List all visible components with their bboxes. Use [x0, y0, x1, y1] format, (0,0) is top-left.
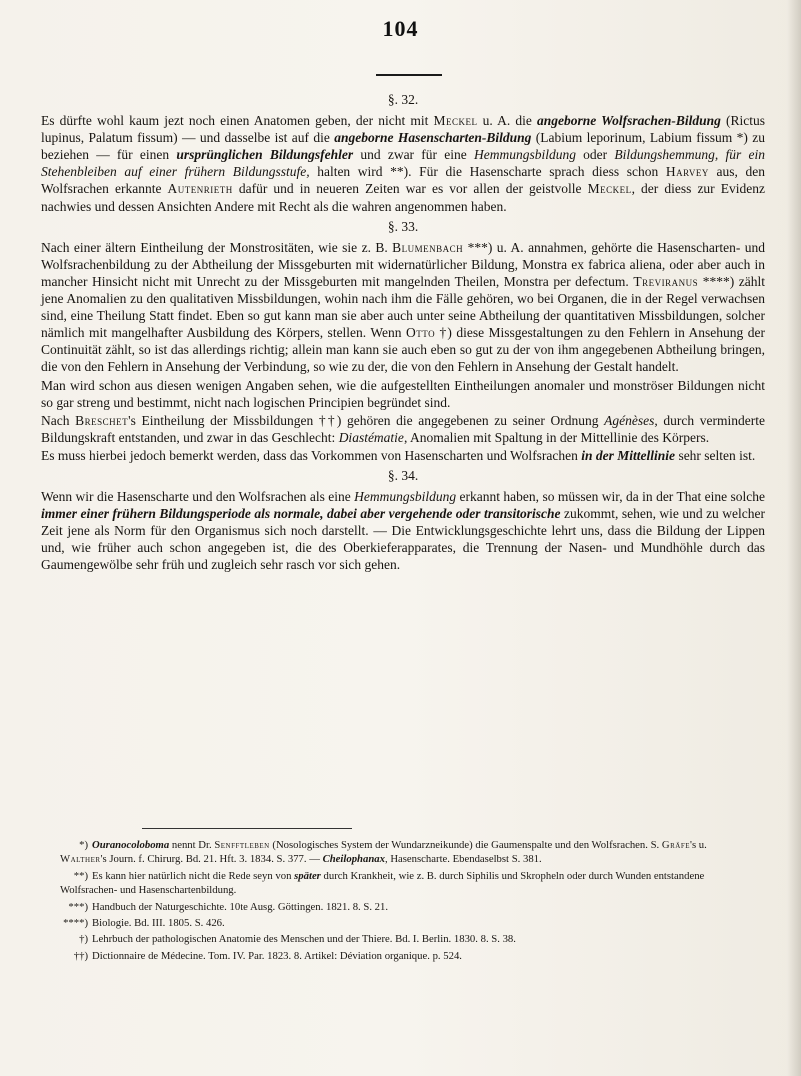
- paragraph-s32-1: [41, 112, 765, 215]
- emphasis: Agénèses: [604, 412, 655, 428]
- emphasis: in der Mittellinie: [581, 447, 676, 463]
- text-run: durch Krankheit, wie z. B. durch Siphilis und Skropheln oder durch Wunden entstandene Wolfsrachen- und Hasenschartenbildung.: [60, 869, 705, 897]
- footnote-mark: ****): [63, 917, 88, 930]
- emphasis: Hemmungsbildung: [354, 489, 457, 505]
- author-name: Gräfe: [661, 839, 691, 851]
- emphasis: später: [294, 869, 321, 882]
- footnote: [60, 949, 750, 963]
- section-heading-33: §. 33.: [387, 218, 419, 234]
- text-run: Handbuch der Naturgeschichte. 10te Ausg. Göttingen. 1821. 8. S. 21.: [92, 900, 389, 913]
- text-run: , Hasenscharte. Ebendaselbst S. 381.: [384, 853, 542, 866]
- text-run: Es dürfte wohl kaum jezt noch einen Anatomen geben, der nicht mit: [41, 113, 434, 129]
- emphasis: Diastématie: [338, 429, 404, 445]
- text-run: (Nosologisches System der Wundarzneikunde) die Gaumenspalte und den Wolfsrachen. S.: [269, 839, 662, 851]
- footnote: [60, 932, 750, 946]
- emphasis: Bildungshemmung, für ein Stehenbleiben auf einer frühern Bildungsstufe,: [41, 147, 765, 180]
- paragraph-s33-2: Man wird schon aus diesen wenigen Angaben sehen, wie die aufgestellten Eintheilungen anomaler und monströser Bildungen nicht so gar streng und bestimmt, nicht nach logischen Principien begründet sind.: [41, 377, 765, 410]
- footnote: [60, 900, 750, 914]
- paragraph-s33-3: [41, 412, 765, 446]
- footnote-mark: **): [73, 869, 88, 882]
- text-run: , durch verminderte Bildungskraft entstanden, und zwar in das Geschlecht:: [41, 412, 765, 445]
- header-rule: [376, 74, 442, 76]
- text-run: Es kann hier natürlich nicht die Rede seyn von: [92, 869, 295, 882]
- author-name: Otto: [406, 325, 436, 341]
- footnote-rule: [142, 828, 352, 829]
- emphasis: Cheilophanax: [322, 853, 385, 866]
- author-name: Meckel: [433, 113, 478, 129]
- text-run: (Labium leporinum, Labium fissum *) zu beziehen — für einen: [41, 130, 765, 163]
- text-run: sehr selten ist.: [675, 447, 756, 463]
- text-run: aus, den Wolfsrachen erkannte: [41, 164, 765, 197]
- footnote-mark: *): [79, 839, 88, 851]
- text-run: dafür und in neueren Zeiten war es vor allen der geistvolle: [232, 181, 588, 197]
- author-name: Breschet: [75, 412, 129, 428]
- author-name: Senfftleben: [214, 839, 270, 851]
- text-run: 's Journ. f. Chirurg. Bd. 21. Hft. 3. 1834. S. 377. —: [100, 853, 323, 866]
- author-name: Blumenbach: [392, 239, 464, 255]
- text-run: Wenn wir die Hasenscharte und den Wolfsrachen als eine: [41, 489, 355, 505]
- text-run: zukommt, sehen, wie und zu welcher Zeit jene als Norm für den Organismus sich noch darstellt. — Die Entwicklungsgeschichte lehrt uns, dass die Bildung der Lippen und, wie früher auch schon angegeben ist, die des Oberkieferapparates, die Trennung der Nasen- und Mundhöhle durch das Gaumengewölbe sehr früh und zugleich sehr rasch vor sich gehen.: [41, 506, 765, 573]
- text-run: oder: [575, 147, 615, 163]
- author-name: Harvey: [665, 164, 709, 180]
- author-name: Walther: [60, 853, 101, 866]
- text-run: und zwar für eine: [353, 147, 474, 163]
- emphasis: Hemmungsbildung: [473, 147, 576, 163]
- author-name: Treviranus: [633, 273, 699, 289]
- footnote: [60, 916, 750, 930]
- text-run: u. A. die: [477, 113, 537, 129]
- emphasis: Ouranocoloboma: [92, 839, 170, 851]
- text-run: ****) zählt jene Anomalien zu den qualitativen Missbildungen, wohin nach ihm die Fälle gehören, wo bei Organen, die in der Regel verwachsen sind, eine Theilung Statt findet. Eben so gut kann man sie aber auch unter seine Abtheilung der quantitativen Missbildungen, solcher nämlich mit mangelhafter Ausbildung des Körpers, stellen. Wenn: [41, 273, 766, 341]
- footnote: [60, 869, 750, 898]
- text-run: Lehrbuch der pathologischen Anatomie des Menschen und der Thiere. Bd. I. Berlin. 1830. 8. S. 38.: [92, 933, 516, 946]
- footnote: [60, 838, 750, 867]
- paragraph-s34-1: [41, 488, 765, 573]
- emphasis: angeborne Hasenscharten-Bildung: [334, 130, 532, 146]
- footnotes: [60, 838, 750, 965]
- text-run: (Rictus lupinus, Palatum fissum) — und dasselbe ist auf die: [41, 113, 765, 146]
- paragraph-s33-4: [41, 447, 765, 464]
- section-heading-34: §. 34.: [387, 467, 419, 483]
- text-run: Biologie. Bd. III. 1805. S. 426.: [92, 917, 225, 930]
- text-run: Es muss hierbei jedoch bemerkt werden, dass das Vorkommen von Hasenscharten und Wolfsrachen: [41, 447, 582, 463]
- author-name: Autenrieth: [167, 181, 233, 197]
- text-run: †) diese Missgestaltungen zu den Fehlern in Ansehung der Continuität zählt, so ist das allerdings richtig; allein man kann sie auch eben so gut zu der von ihm angegebenen Abtheilung bringen, die von den Fehlern in Ansehung der Verbindung, so wie zu der, die von den Fehlern in Ansehung der Gestalt handelt.: [41, 325, 765, 375]
- text-run: 's Eintheilung der Missbildungen ††) gehören die angegebenen zu seiner Ordnung: [128, 412, 605, 428]
- paragraph-s33-1: [41, 239, 765, 376]
- author-name: Meckel: [587, 181, 632, 197]
- text-run: 's u.: [690, 839, 707, 851]
- emphasis: angeborne Wolfsrachen-Bildung: [536, 113, 721, 129]
- text-run: halten wird **). Für die Hasenscharte sprach diess schon: [309, 164, 666, 180]
- body-text: [41, 88, 765, 575]
- emphasis: immer einer frühern Bildungsperiode als normale, dabei aber vergehende oder transitorische: [41, 506, 561, 522]
- section-heading-32: §. 32.: [387, 92, 419, 107]
- page-number: 104: [382, 16, 419, 41]
- text-run: , der diess zur Evidenz nachwies und dessen Ansichten Andere mit Recht als die wahren angenommen haben.: [41, 181, 765, 214]
- text-run: Dictionnaire de Médecine. Tom. IV. Par. 1823. 8. Artikel: Déviation organique. p. 524.: [92, 949, 462, 962]
- text-run: , Anomalien mit Spaltung in der Mittellinie des Körpers.: [403, 429, 710, 445]
- text-run: Nach einer ältern Eintheilung der Monstrositäten, wie sie z. B.: [41, 239, 393, 255]
- text-run: Nach: [41, 412, 76, 428]
- page-edge-shadow: [787, 0, 801, 1076]
- footnote-mark: ***): [68, 900, 88, 913]
- text-run: nennt Dr.: [169, 839, 215, 851]
- emphasis: ursprünglichen Bildungsfehler: [176, 147, 354, 163]
- footnote-mark: ††): [73, 949, 88, 962]
- text-run: ***) u. A. annahmen, gehörte die Hasenscharten- und Wolfsrachenbildung zu der Abtheilung der Missgeburten mit widernatürlicher Bildung, Monstra ex fabrica aliena, oder aber auch in mancher Hinsicht nicht mit Unrecht zu der Missgeburten mit mangelnden Theilen, Monstra per defectum.: [41, 239, 765, 289]
- footnote-mark: †): [79, 933, 88, 946]
- text-run: erkannt haben, so müssen wir, da in der That eine solche: [456, 489, 765, 505]
